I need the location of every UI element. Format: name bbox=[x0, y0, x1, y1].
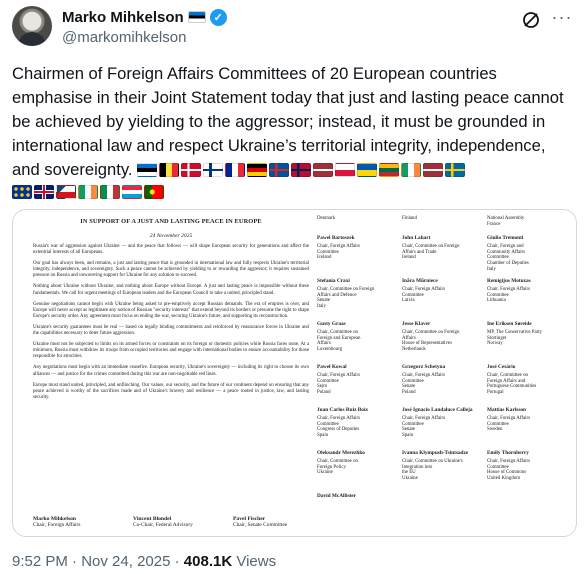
signatory-line: Affairs and Defence bbox=[317, 292, 357, 298]
signatory-name: Jesse Klaver bbox=[402, 321, 431, 327]
signatory-line: Congress of Deputies bbox=[317, 427, 360, 433]
signatory-line: Integration into bbox=[402, 464, 433, 470]
signatory-name: Marko Mihkelson bbox=[33, 516, 77, 522]
signatory-line: Netherlands bbox=[402, 347, 426, 353]
signatory bbox=[487, 322, 571, 365]
signatory-name: Gusty Graas bbox=[317, 321, 346, 327]
signatory-line: Italy bbox=[487, 266, 496, 272]
latvia-flag-icon bbox=[313, 163, 333, 177]
signatory bbox=[317, 236, 402, 279]
signatory-line: Senate bbox=[317, 298, 331, 304]
meta-separator: · bbox=[72, 553, 78, 570]
signatory-name: Pavel Fischer bbox=[233, 516, 266, 522]
signatory-name: Ivanna Klympush-Tsintsadze bbox=[402, 450, 469, 456]
signatory-line: Chair, Committee on bbox=[317, 329, 358, 335]
signatory-line: Chair, Committee on Foreign bbox=[402, 243, 460, 249]
signatory-line: Chair, Foreign Affairs bbox=[317, 243, 361, 249]
signatory-name: Remigijus Motuzas bbox=[487, 278, 531, 284]
tweet-body: Chairmen of Foreign Affairs Committees of 20 European countries emphasise in their Joint Statement today that just and lasting peace cannot be achieved by yielding to the aggressor; instead, it must be grounded in international law and respect Ukraine’s territorial integrity, independence, and sovereignty. bbox=[12, 64, 564, 179]
signatory-line: Chair, Foreign Affairs bbox=[402, 372, 446, 378]
signatory-line: Affairs bbox=[402, 335, 416, 341]
signatory-line: Committee bbox=[487, 464, 509, 470]
signatory-line: House of Representatives bbox=[402, 341, 452, 347]
latvia-flag-icon bbox=[423, 163, 443, 177]
signatory-line: Foreign and European bbox=[317, 335, 361, 341]
statement-paragraph: Ukraine's security guarantees must be real — based on legally binding commitments and reinforced by reassurance forces in Ukraine and the capabilities necessary to deter future aggression. bbox=[33, 324, 309, 337]
signatory bbox=[317, 451, 402, 494]
norway-flag-icon bbox=[291, 163, 311, 177]
statement-paragraph: Genuine negotiations cannot begin with Ukraine being asked to pre-emptively accept Russian demands. The era of empires is over, and Europe will never accept as legitimate any notion of Russian "security interests" that extend beyond its borders or presume the right to shape Europe's security order. Any agreement must focus on ending the war, securing Ukraine's future, and supporting its reconstruction. bbox=[33, 301, 309, 319]
author-names bbox=[62, 7, 227, 46]
signatory-line: National Assembly bbox=[487, 216, 525, 221]
signatory-line: Iceland bbox=[317, 255, 332, 261]
signatory-line: Poland bbox=[317, 390, 331, 396]
signatory-line: Chair, Committee on Foreign bbox=[317, 286, 375, 292]
signatory-line: Denmark bbox=[317, 216, 336, 221]
signatory-name: Ināra Mūrniece bbox=[402, 278, 438, 284]
signatory-line: Affairs and Trade bbox=[402, 249, 437, 255]
estonia-flag-icon bbox=[137, 163, 157, 177]
signatory-line: Ireland bbox=[402, 255, 416, 261]
statement-paragraph: Ukraine must not be subjected to limits on its armed forces or constraints on its foreign or domestic policies while Russia faces none. At a minimum, Russia must withdraw its troops from occupied territories and engage with international bodies to ensure accountability for those responsible for atrocities. bbox=[33, 342, 309, 360]
signatory-line: Portugal bbox=[487, 390, 504, 396]
signatory-line: Foreign Policy bbox=[317, 464, 346, 470]
signatory bbox=[487, 236, 571, 279]
bottom-signatories bbox=[33, 516, 309, 528]
joint-statement-document bbox=[13, 210, 576, 536]
germany-flag-icon bbox=[247, 163, 267, 177]
signatory bbox=[317, 494, 402, 537]
signatory-line: Committee bbox=[487, 421, 509, 427]
tweet-time[interactable]: 9:52 PM bbox=[12, 553, 68, 570]
signatory-name: Grzegorz Schetyna bbox=[402, 364, 446, 370]
signatory-name: José Ignacio Landaluce Calleja bbox=[402, 407, 473, 413]
sweden-flag-icon bbox=[445, 163, 465, 177]
denmark-flag-icon bbox=[181, 163, 201, 177]
signatory-line: Poland bbox=[402, 390, 416, 396]
signatory-name: Giulio Tremonti bbox=[487, 235, 524, 241]
signatory-name: Stefania Craxi bbox=[317, 278, 350, 284]
signatory bbox=[402, 365, 487, 408]
signatory-line: Portuguese Communities bbox=[487, 384, 537, 390]
signatory-name: Paweł Kowal bbox=[317, 364, 347, 370]
tweet-header bbox=[12, 4, 575, 54]
signatory bbox=[233, 516, 309, 528]
signatory-name: José Cesário bbox=[487, 364, 516, 370]
statement-title: IN SUPPORT OF A JUST AND LASTING PEACE IN EUROPE bbox=[80, 218, 262, 225]
signatory-line: Ukraine bbox=[317, 470, 333, 476]
eu-flag-icon bbox=[12, 185, 32, 199]
signatory-line: Spain bbox=[402, 433, 414, 439]
signatory-line: Chair, Foreign Affairs bbox=[317, 372, 361, 378]
statement-paragraph: Any negotiations must begin with an immediate ceasefire. European security, Ukraine's sovereignty — including its right to choose its own alliances — and justice for the crimes committed during this war are non-negotiable red lines. bbox=[33, 365, 309, 377]
uk-flag-icon bbox=[34, 185, 54, 199]
signatory-name: Pawel Bartoszek bbox=[317, 235, 355, 241]
signatory-line: Senate bbox=[402, 427, 416, 433]
signatory-line: Luxembourg bbox=[317, 347, 343, 353]
signatory-role: Co-Chair, Federal Advisory bbox=[133, 522, 193, 528]
luxembourg-flag-icon bbox=[122, 185, 142, 199]
signatory-line: Affairs bbox=[317, 341, 331, 347]
iceland-flag-icon bbox=[269, 163, 289, 177]
signatory-line: Committee bbox=[402, 421, 424, 427]
france-flag-icon bbox=[225, 163, 245, 177]
italy-flag-icon bbox=[100, 185, 120, 199]
estonia-flag-icon bbox=[188, 11, 206, 23]
signatory-line: Finland bbox=[402, 216, 417, 221]
statement-body bbox=[33, 218, 309, 401]
signatory-line: Committee bbox=[317, 378, 339, 384]
ireland-flag-icon bbox=[78, 185, 98, 199]
signatory-line: Committee bbox=[487, 255, 509, 261]
signatory-name: David McAllister bbox=[317, 493, 356, 499]
signatory-line: Italy bbox=[317, 304, 326, 310]
signatory-line: Sejm bbox=[317, 384, 328, 390]
signatory bbox=[487, 216, 571, 236]
ukraine-flag-icon bbox=[357, 163, 377, 177]
signatories-grid bbox=[317, 216, 571, 537]
signatory-line: Chair, Committee on Ukraine's bbox=[402, 458, 463, 464]
tweet-meta bbox=[12, 553, 276, 570]
meta-separator: · bbox=[174, 553, 180, 570]
flags-inline bbox=[137, 160, 467, 179]
signatory-line: Chair, Committee on bbox=[317, 458, 358, 464]
signatory bbox=[317, 279, 402, 322]
signatory-line: Sweden bbox=[487, 427, 503, 433]
signatory bbox=[317, 322, 402, 365]
signatory-line: Chamber of Deputies bbox=[487, 261, 529, 267]
signatory bbox=[402, 279, 487, 322]
signatory-name: Juan Carlos Ruiz Boix bbox=[317, 407, 369, 413]
tweet-date[interactable]: Nov 24, 2025 bbox=[81, 553, 171, 570]
signatory-line: the EU bbox=[402, 470, 416, 476]
display-name[interactable]: Marko Mihkelson bbox=[62, 8, 184, 26]
signatory-line: Committee bbox=[317, 249, 339, 255]
signatory bbox=[487, 451, 571, 494]
display-name-row[interactable] bbox=[62, 7, 227, 27]
signatory-line: Ukraine bbox=[402, 476, 418, 482]
signatory-name: John Lahart bbox=[402, 235, 431, 241]
signatory-name: Oleksandr Merezhko bbox=[317, 450, 365, 456]
signatory-line: Chair, Committee on bbox=[487, 372, 528, 378]
grok-icon[interactable] bbox=[521, 10, 541, 30]
signatory-name: Vincent Blondel bbox=[133, 516, 172, 522]
signatory-line: Committee bbox=[317, 421, 339, 427]
signatory-line: Norway bbox=[487, 341, 503, 347]
signatory-line: United Kingdom bbox=[487, 476, 521, 482]
handle[interactable]: @markomihkelson bbox=[62, 29, 187, 46]
signatory-role: Chair, Foreign Affairs bbox=[33, 522, 81, 528]
signatory bbox=[317, 408, 402, 451]
signatory-line: Foreign Affairs and bbox=[487, 378, 526, 384]
signatory bbox=[33, 516, 109, 528]
signatory bbox=[487, 408, 571, 451]
statement-paragraphs bbox=[33, 244, 309, 401]
signatory-name: Ine Eriksen Søreide bbox=[487, 321, 532, 327]
signatory bbox=[487, 279, 571, 322]
signatory bbox=[402, 408, 487, 451]
signatory bbox=[487, 365, 571, 408]
poland-flag-icon bbox=[335, 163, 355, 177]
signatory-role: Chair, Senate Committee bbox=[233, 522, 288, 528]
signatory-line: Chair, Foreign Affairs bbox=[402, 415, 446, 421]
signatory-line: Lithuania bbox=[487, 298, 506, 304]
signatory-line: MP, The Conservative Party bbox=[487, 329, 543, 335]
signatory-line: Chair, Foreign Affairs bbox=[487, 415, 531, 421]
signatory-line: Chair, Committee on Foreign bbox=[402, 329, 460, 335]
signatory bbox=[402, 322, 487, 365]
signatory bbox=[317, 365, 402, 408]
signatory-line: Spain bbox=[317, 433, 329, 439]
signatory-line: Chair, Foreign Affairs bbox=[487, 286, 531, 292]
signatory bbox=[317, 216, 402, 236]
signatory-line: Latvia bbox=[402, 298, 415, 304]
signatory-line: Chair, Foreign and bbox=[487, 243, 524, 249]
lithuania-flag-icon bbox=[379, 163, 399, 177]
statement-paragraph: Europe must stand united, principled, and unflinching. Our values, our security, and the future of our continent depend on ensuring that any peace achieved is worthy of the sacrifices made and of Ukraine's bravery and resilience — a peace rooted in justice, law, and lasting security. bbox=[33, 382, 309, 400]
signatory-line: Chair, Foreign Affairs bbox=[487, 458, 531, 464]
signatory-line: Senate bbox=[402, 384, 416, 390]
belgium-flag-icon bbox=[159, 163, 179, 177]
views-count: 408.1K bbox=[183, 553, 233, 570]
signatory-line: France bbox=[487, 221, 501, 227]
verified-badge-icon[interactable]: ✓ bbox=[210, 9, 227, 26]
signatory-name: Mattias Karlsson bbox=[487, 407, 526, 413]
statement-paragraph: Nothing about Ukraine without Ukraine, and nothing about Europe without Europe. A just and lasting peace is impossible without these fundamentals. We call for urgent meetings of European leaders and the European Council to take a united, principled stand. bbox=[33, 284, 309, 296]
signatory-line: Chair, Foreign Affairs bbox=[317, 415, 361, 421]
ireland-flag-icon bbox=[401, 163, 421, 177]
statement-paragraph: Russia's war of aggression against Ukraine — and the peace that follows — will shape European security for generations and affect the extentrial interests of all Europeans. bbox=[33, 244, 309, 256]
avatar[interactable] bbox=[12, 6, 52, 46]
signatory bbox=[402, 236, 487, 279]
statement-date: 24 November 2025 bbox=[149, 233, 193, 239]
portugal-flag-icon bbox=[144, 185, 164, 199]
signatory-line: Committee bbox=[402, 378, 424, 384]
signatory-line: House of Commons bbox=[487, 470, 527, 476]
signatory-line: Committee bbox=[402, 292, 424, 298]
more-icon[interactable]: ··· bbox=[551, 7, 573, 27]
signatory-line: Chair, Foreign Affairs bbox=[402, 286, 446, 292]
signatory-name: Emily Thornberry bbox=[487, 450, 529, 456]
views-label: Views bbox=[236, 553, 277, 570]
signatory-line: Committee bbox=[487, 292, 509, 298]
attached-image[interactable] bbox=[12, 209, 577, 537]
signatory bbox=[402, 216, 487, 236]
flags-row-2 bbox=[12, 184, 166, 202]
signatory bbox=[133, 516, 209, 528]
finland-flag-icon bbox=[203, 163, 223, 177]
tweet-text bbox=[12, 62, 577, 182]
signatory bbox=[402, 451, 487, 494]
signatory-line: Community Affairs bbox=[487, 249, 526, 255]
statement-paragraph: Our goal has always been, and remains, a just and lasting peace that is grounded in international law and fully respects Ukraine's territorial integrity, independence, and sovereignty. Such a peace cannot be achieved by yielding to or rewarding the aggressor; it requires sustained pressure on Russia and unwavering support for Ukraine for any solution to succeed. bbox=[33, 261, 309, 279]
signatory-line: Stortinget bbox=[487, 335, 507, 341]
czechia-flag-icon bbox=[56, 185, 76, 199]
